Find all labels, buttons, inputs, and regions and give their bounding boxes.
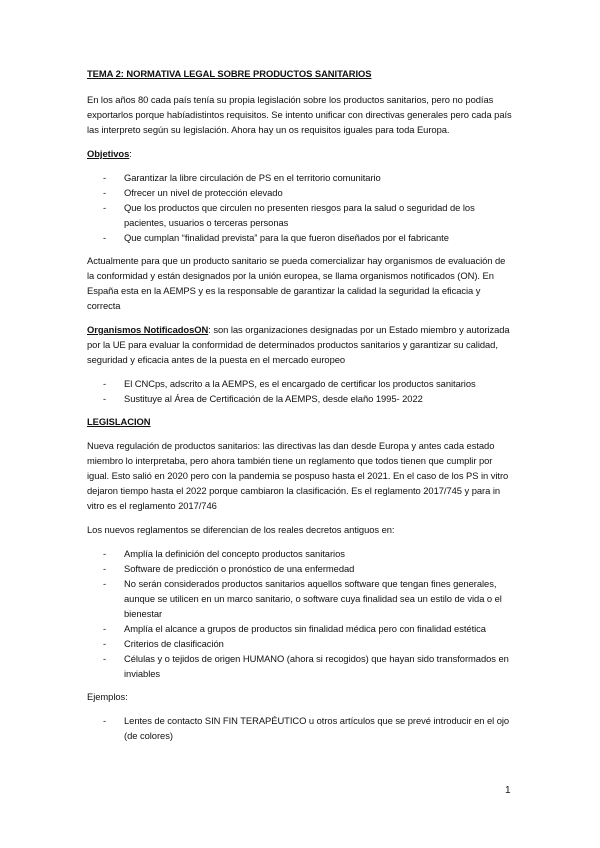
list-item: - Criterios de clasificación bbox=[87, 636, 515, 651]
objetivos-list bbox=[87, 170, 515, 245]
organismos-text: : son las organizaciones designadas por un Estado miembro y autorizada por la UE para evaluar la conformidad de determinados productos sanitarios y garantizar su calidad, seguridad y eficacia antes de la puesta en el mercado europeo bbox=[87, 324, 510, 365]
list-item: - Amplía la definición del concepto productos sanitarios bbox=[87, 546, 515, 561]
list-item: - El CNCps, adscrito a la AEMPS, es el encargado de certificar los productos sanitarios bbox=[87, 376, 515, 391]
list-item: - Garantizar la libre circulación de PS en el territorio comunitario bbox=[87, 170, 515, 185]
legislacion-heading: LEGISLACION bbox=[87, 416, 151, 427]
list-item: - Software de predicción o pronóstico de una enfermedad bbox=[87, 561, 515, 576]
list-item: - Sustituye al Área de Certificación de la AEMPS, desde elaño 1995- 2022 bbox=[87, 391, 515, 406]
intro-paragraph: En los años 80 cada país tenía su propia legislación sobre los productos sanitarios, pero no podías exportarlos porque habíadistintos requisitos. Se intento unificar con directivas generales pero cada país las interpreto según su legislación. Ahora hay un os requisitos iguales para toda Europa. bbox=[87, 94, 512, 135]
ejemplos-list bbox=[87, 713, 515, 743]
reglamentos-list bbox=[87, 546, 515, 681]
page-number: 1 bbox=[505, 785, 511, 796]
ejemplos-heading: Ejemplos: bbox=[87, 691, 128, 702]
document-title: TEMA 2: NORMATIVA LEGAL SOBRE PRODUCTOS SANITARIOS bbox=[87, 68, 372, 79]
organismos-intro-paragraph: Actualmente para que un producto sanitario se pueda comercializar hay organismos de evaluación de la conformidad y están designados por la unión europea, se llama organismos notificados (ON). En España esta en la AEMPS y es la responsable de garantizar la calidad la seguridad la eficacia y correcta bbox=[87, 255, 506, 311]
list-item: - Que los productos que circulen no presenten riesgos para la salud o seguridad de los pacientes, usuarios o terceras personas bbox=[87, 200, 515, 230]
legislacion-paragraph: Nueva regulación de productos sanitarios: las directivas las dan desde Europa y antes cada estado miembro lo interpretaba, pero ahora también tiene un reglamento que todos tienen que cumplir por igual. Esto salió en 2020 pero con la pandemia se pospuso hasta el 2021. En el caso de los PS in vitro dejaron tiempo hasta el 2022 porque cambiaron la clasificación. Es el reglamento 2017/745 y para in vitro es el reglamento 2017/746 bbox=[87, 440, 509, 511]
objetivos-heading-line bbox=[87, 146, 515, 161]
organismos-paragraph bbox=[87, 322, 515, 367]
list-item: - Que cumplan “finalidad prevista” para la que fueron diseñados por el fabricante bbox=[87, 230, 515, 245]
list-item: - Lentes de contacto SIN FIN TERAPÉUTICO u otros artículos que se prevé introducir en el ojo (de colores) bbox=[87, 713, 515, 743]
list-item: - Células y o tejidos de origen HUMANO (ahora si recogidos) que hayan sido transformados en inviables bbox=[87, 651, 515, 681]
objetivos-heading: Objetivos bbox=[87, 148, 130, 159]
organismos-list bbox=[87, 376, 515, 406]
objetivos-colon: : bbox=[129, 148, 132, 159]
list-item: - Amplía el alcance a grupos de productos sin finalidad médica pero con finalidad estética bbox=[87, 621, 515, 636]
reglamentos-intro: Los nuevos reglamentos se diferencian de los reales decretos antiguos en: bbox=[87, 524, 395, 535]
list-item: - Ofrecer un nivel de protección elevado bbox=[87, 185, 515, 200]
organismos-heading: Organismos NotificadosON bbox=[87, 324, 209, 335]
list-item: - No serán considerados productos sanitarios aquellos software que tengan fines generales, aunque se utilicen en un marco sanitario, o software cuya finalidad sea un estilo de vida o el bienestar bbox=[87, 576, 515, 621]
page-content bbox=[87, 66, 515, 751]
